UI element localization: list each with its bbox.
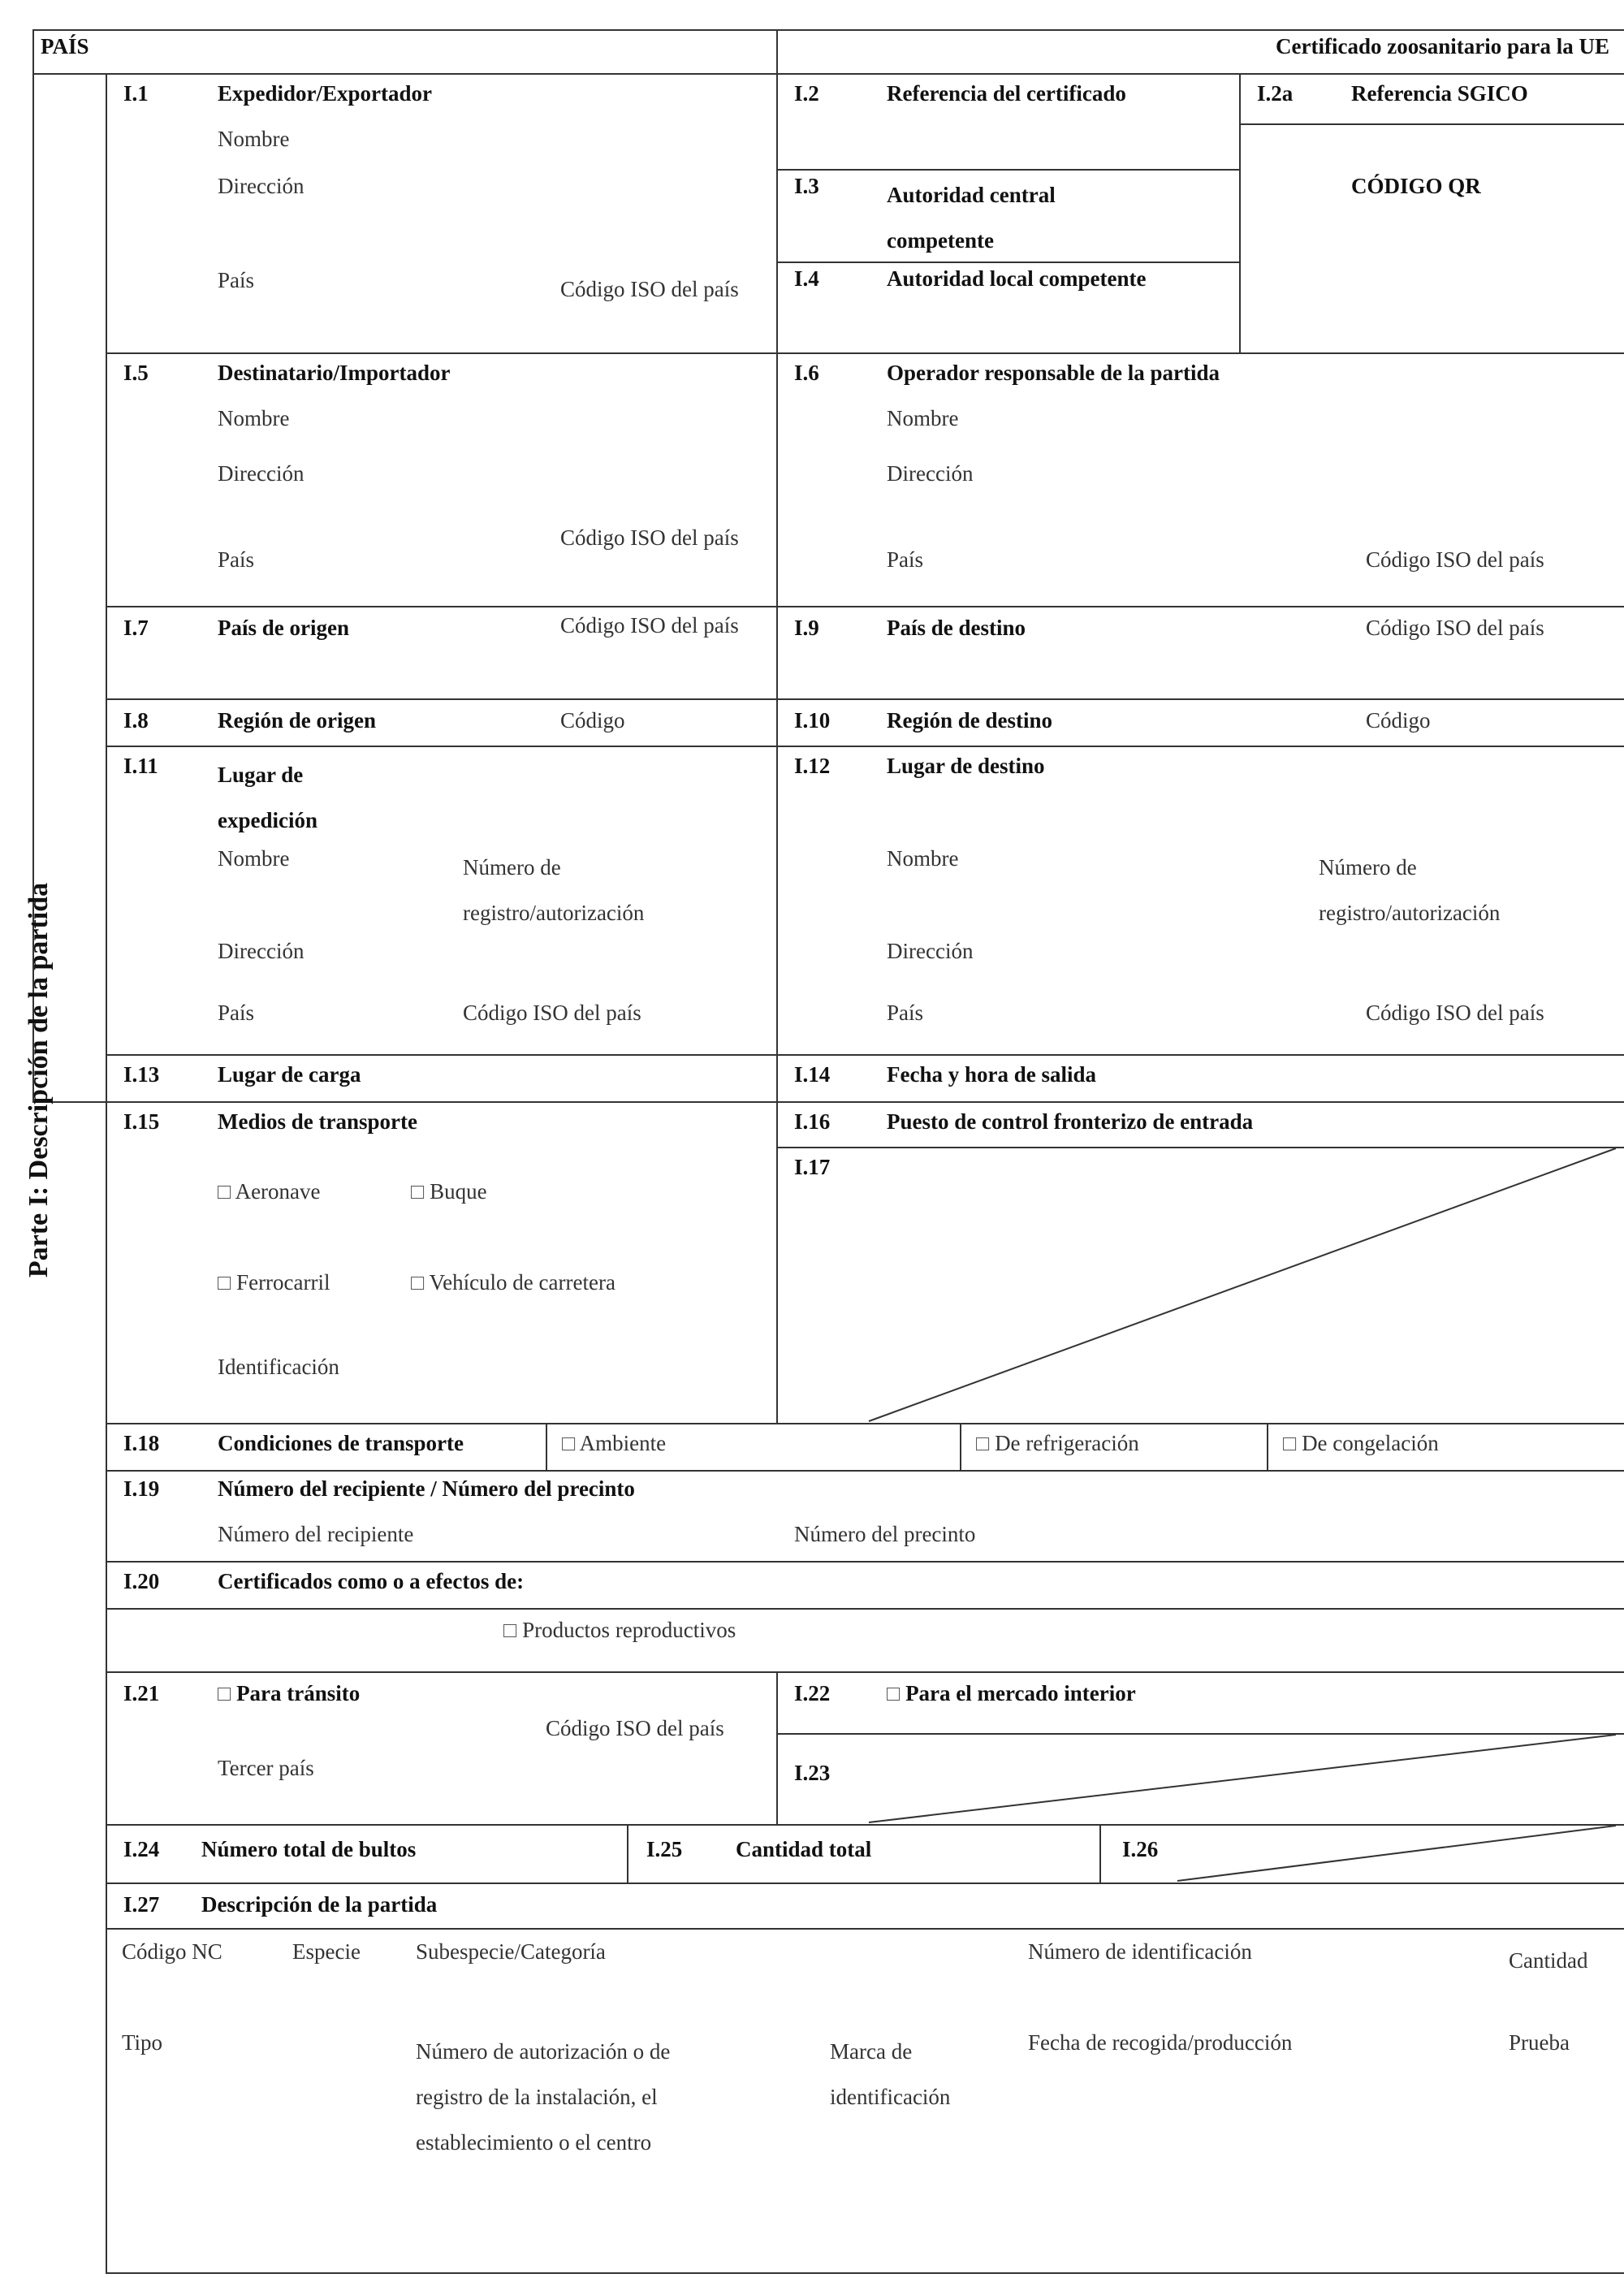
rule [32,73,1624,75]
rule [1099,1824,1101,1882]
box-number: I.16 [794,1109,831,1134]
checkbox-icon: □ [411,1270,425,1295]
box-number: I.6 [794,361,819,385]
rule [776,1733,1624,1735]
box-number: I.18 [123,1431,160,1455]
box-title: Medios de transporte [218,1109,417,1134]
field-label[interactable]: Código ISO del país [546,1716,724,1740]
rule [960,1423,961,1470]
box-number: I.11 [123,754,158,778]
checkbox-label: Ferrocarril [236,1270,330,1295]
rule [776,1671,778,1824]
checkbox-label: Productos reproductivos [522,1618,736,1642]
field-label[interactable]: Nombre [218,127,290,151]
box-title: Número total de bultos [201,1837,417,1861]
field-label[interactable]: País [218,268,255,292]
column-header-date: Fecha de recogida/producción [1028,2030,1293,2055]
rule [106,1671,1624,1673]
field-label[interactable]: Tercer país [218,1756,314,1780]
rule [106,1054,1624,1056]
field-label[interactable]: País [887,547,924,572]
rule [106,1470,1624,1472]
box-title: Destinatario/Importador [218,361,451,385]
field-label[interactable]: Nombre [218,846,290,871]
column-header-id-mark: Marca de identificación [830,2039,951,2109]
field-label[interactable]: Código ISO del país [1366,616,1544,640]
rule [106,1561,1624,1563]
country-heading: PAÍS [41,34,89,58]
rule [546,1423,547,1470]
box-title: Fecha y hora de salida [887,1062,1097,1087]
field-label[interactable]: Nombre [218,406,290,430]
checkbox-rail[interactable] [218,1269,330,1296]
certificate-page: Parte I: Descripción de la partida PAÍS Certificado zoosanitario para la UE I.1 Expedidor/Exportador Nombre Dirección País Código ISO del país I.2 Referencia del certificado I.2a Referencia SGICO CÓDIGO QR I.3 Autoridad central competente I.4 Autoridad local competente I.5 Destinatario/Importador Nombre Dirección País Código ISO del país I.6 Operador responsable de la partida Nombre Dirección País Código ISO del país I.7 País de origen Código ISO del país I.9 País de destino Código ISO del país I.8 Región de origen Código I.10 Región de destino Código I.11 Lugar de expedición Nombre Número de registro/autorización Dirección País Código ISO del país I.12 Lugar de destino Nombre Número de registro/autorización Dirección País Código ISO del país I.13 Lugar de carga I.14 Fecha y hora de salida I.15 Medios de transporte □ Aeronave □ Buque □ Ferrocarril □ Vehículo de carretera Identificación I.16 Puesto de control fronterizo de entrada I.17 I.18 Condiciones de transporte □ Ambiente □ De refrigeración □ De congelación I.19 Número del recipiente / Número del precinto Número del recipiente Número del precinto I.20 Certificados como o a efectos de: □ Productos reproductivos I.21 □ Para tránsito Tercer país Código ISO del país I.22 □ Para el mercado interior I.23 I.24 Número total de bultos I.25 Cantidad total I.26 I.27 Descripción de la partida Código NC Especie Subespecie/Categoría Número de identificación Cantidad Tipo Número de autorización o de registro de la instalación, el establecimiento o el centro Marca de identificación Fecha de recogida/producción Prueba [0,0,1624,2278]
rule [106,698,1624,700]
box-number: I.19 [123,1476,160,1501]
checkbox-label: Aeronave [235,1179,321,1204]
field-label[interactable]: Nombre [887,846,959,871]
checkbox-reproductive-products[interactable] [503,1616,736,1644]
checkbox-label: De congelación [1302,1431,1439,1455]
diagonal-I26 [1177,1826,1616,1881]
box-title: Número del recipiente / Número del precinto [218,1476,635,1501]
checkbox-transit[interactable] [218,1679,360,1707]
box-number: I.4 [794,266,819,291]
box-number: I.25 [646,1837,683,1861]
box-title: Cantidad total [736,1837,872,1861]
field-label[interactable]: Número del precinto [794,1522,976,1546]
checkbox-ambient[interactable] [562,1429,666,1457]
checkbox-label: De refrigeración [995,1431,1139,1455]
box-title: Región de destino [887,708,1053,733]
rule [106,606,1624,607]
field-label[interactable]: Código [560,708,625,733]
box-title: Lugar de destino [887,754,1045,778]
checkbox-icon: □ [887,1681,901,1705]
rule [106,73,107,2274]
box-number: I.13 [123,1062,160,1087]
rule [32,29,1624,31]
box-title: Certificados como o a efectos de: [218,1569,525,1593]
diagonal-I23 [869,1735,1616,1822]
column-header-subspecies: Subespecie/Categoría [416,1939,606,1964]
field-label[interactable]: Número de registro/autorización [463,855,645,925]
box-number: I.1 [123,81,149,106]
checkbox-frozen[interactable] [1283,1429,1439,1457]
field-label[interactable]: Código ISO del país [1366,1001,1544,1025]
column-header-species: Especie [292,1939,361,1964]
rule [776,1147,1624,1148]
checkbox-aircraft[interactable] [218,1178,321,1205]
box-number: I.14 [794,1062,831,1087]
field-label[interactable]: Código ISO del país [463,1001,641,1025]
field-label[interactable]: Código ISO del país [560,525,739,550]
box-title: Referencia SGICO [1351,81,1528,106]
qr-code-placeholder: CÓDIGO QR [1351,174,1481,198]
rule [1267,1423,1268,1470]
field-label[interactable]: Dirección [218,174,304,198]
box-title: Referencia del certificado [887,81,1126,106]
checkbox-icon: □ [976,1431,990,1455]
checkbox-icon: □ [218,1270,231,1295]
field-label[interactable]: Dirección [218,939,304,963]
box-title: Puesto de control fronterizo de entrada [887,1109,1254,1134]
box-number: I.23 [794,1761,831,1785]
checkbox-label: Ambiente [579,1431,667,1455]
checkbox-icon: □ [503,1618,517,1642]
field-label[interactable]: Nombre [887,406,959,430]
box-number: I.10 [794,708,831,733]
column-header-approval-number: Número de autorización o de registro de la instalación, el establecimiento o el centro [416,2039,671,2155]
checkbox-label: Vehículo de carretera [429,1270,615,1295]
field-label[interactable]: Código ISO del país [560,277,739,301]
box-title: Condiciones de transporte [218,1431,464,1455]
checkbox-road-vehicle[interactable] [411,1269,615,1296]
field-label[interactable]: Código ISO del país [1366,547,1544,572]
checkbox-chilled[interactable] [976,1429,1139,1457]
rule [106,1928,1624,1930]
checkbox-icon: □ [218,1179,231,1204]
box-title: Autoridad central competente [887,183,1056,253]
rule [106,2272,1624,2274]
rule [627,1824,628,1882]
box-number: I.3 [794,174,819,198]
column-header-test: Prueba [1509,2030,1570,2055]
rule [1239,73,1241,352]
field-label[interactable]: Dirección [218,461,304,486]
column-header-cn-code: Código NC [122,1939,222,1964]
box-title: Operador responsable de la partida [887,361,1220,385]
box-number: I.26 [1122,1837,1159,1861]
field-label[interactable]: Identificación [218,1355,339,1379]
checkbox-ship[interactable] [411,1178,487,1205]
rule [106,1882,1624,1884]
box-number: I.20 [123,1569,160,1593]
field-label[interactable]: Código [1366,708,1431,733]
box-number: I.7 [123,616,149,640]
checkbox-label: Para el mercado interior [905,1681,1136,1705]
field-label[interactable]: Código ISO del país [560,613,739,638]
field-label[interactable]: Número del recipiente [218,1522,414,1546]
rule [32,1101,1624,1103]
checkbox-label: Para tránsito [236,1681,361,1705]
checkbox-icon: □ [411,1179,425,1204]
box-title: Lugar de carga [218,1062,361,1087]
rule [106,1423,1624,1424]
rule [106,746,1624,747]
field-label[interactable]: Número de registro/autorización [1319,855,1501,925]
checkbox-internal-market[interactable] [887,1679,1136,1707]
box-number: I.8 [123,708,149,733]
field-label[interactable]: País [218,1001,255,1025]
rule [776,29,778,1423]
rule [106,1824,1624,1826]
checkbox-icon: □ [1283,1431,1297,1455]
rule [1239,123,1624,125]
column-header-quantity: Cantidad [1509,1948,1588,1973]
checkbox-icon: □ [218,1681,231,1705]
diagonal-I17 [869,1148,1616,1421]
box-title: Región de origen [218,708,376,733]
box-title: País de destino [887,616,1026,640]
rule [106,352,1624,354]
box-number: I.27 [123,1892,160,1917]
box-number: I.15 [123,1109,160,1134]
box-title: Expedidor/Exportador [218,81,433,106]
box-title: Autoridad local competente [887,266,1147,291]
field-label[interactable]: País [218,547,255,572]
box-number: I.2a [1257,81,1294,106]
checkbox-icon: □ [562,1431,576,1455]
box-number: I.9 [794,616,819,640]
box-number: I.5 [123,361,149,385]
box-number: I.24 [123,1837,160,1861]
field-label[interactable]: Dirección [887,461,974,486]
rule [106,1608,1624,1610]
box-number: I.2 [794,81,819,106]
box-number: I.21 [123,1681,160,1705]
checkbox-label: Buque [430,1179,487,1204]
box-title: Lugar de expedición [218,763,318,832]
box-number: I.17 [794,1155,831,1179]
column-header-type: Tipo [122,2030,163,2055]
box-number: I.12 [794,754,831,778]
field-label[interactable]: Dirección [887,939,974,963]
rule [776,169,1239,171]
box-title: País de origen [218,616,349,640]
box-number: I.22 [794,1681,831,1705]
box-title: Descripción de la partida [201,1892,438,1917]
column-header-id-number: Número de identificación [1028,1939,1252,1964]
certificate-title: Certificado zoosanitario para la UE [1276,34,1609,58]
field-label[interactable]: País [887,1001,924,1025]
